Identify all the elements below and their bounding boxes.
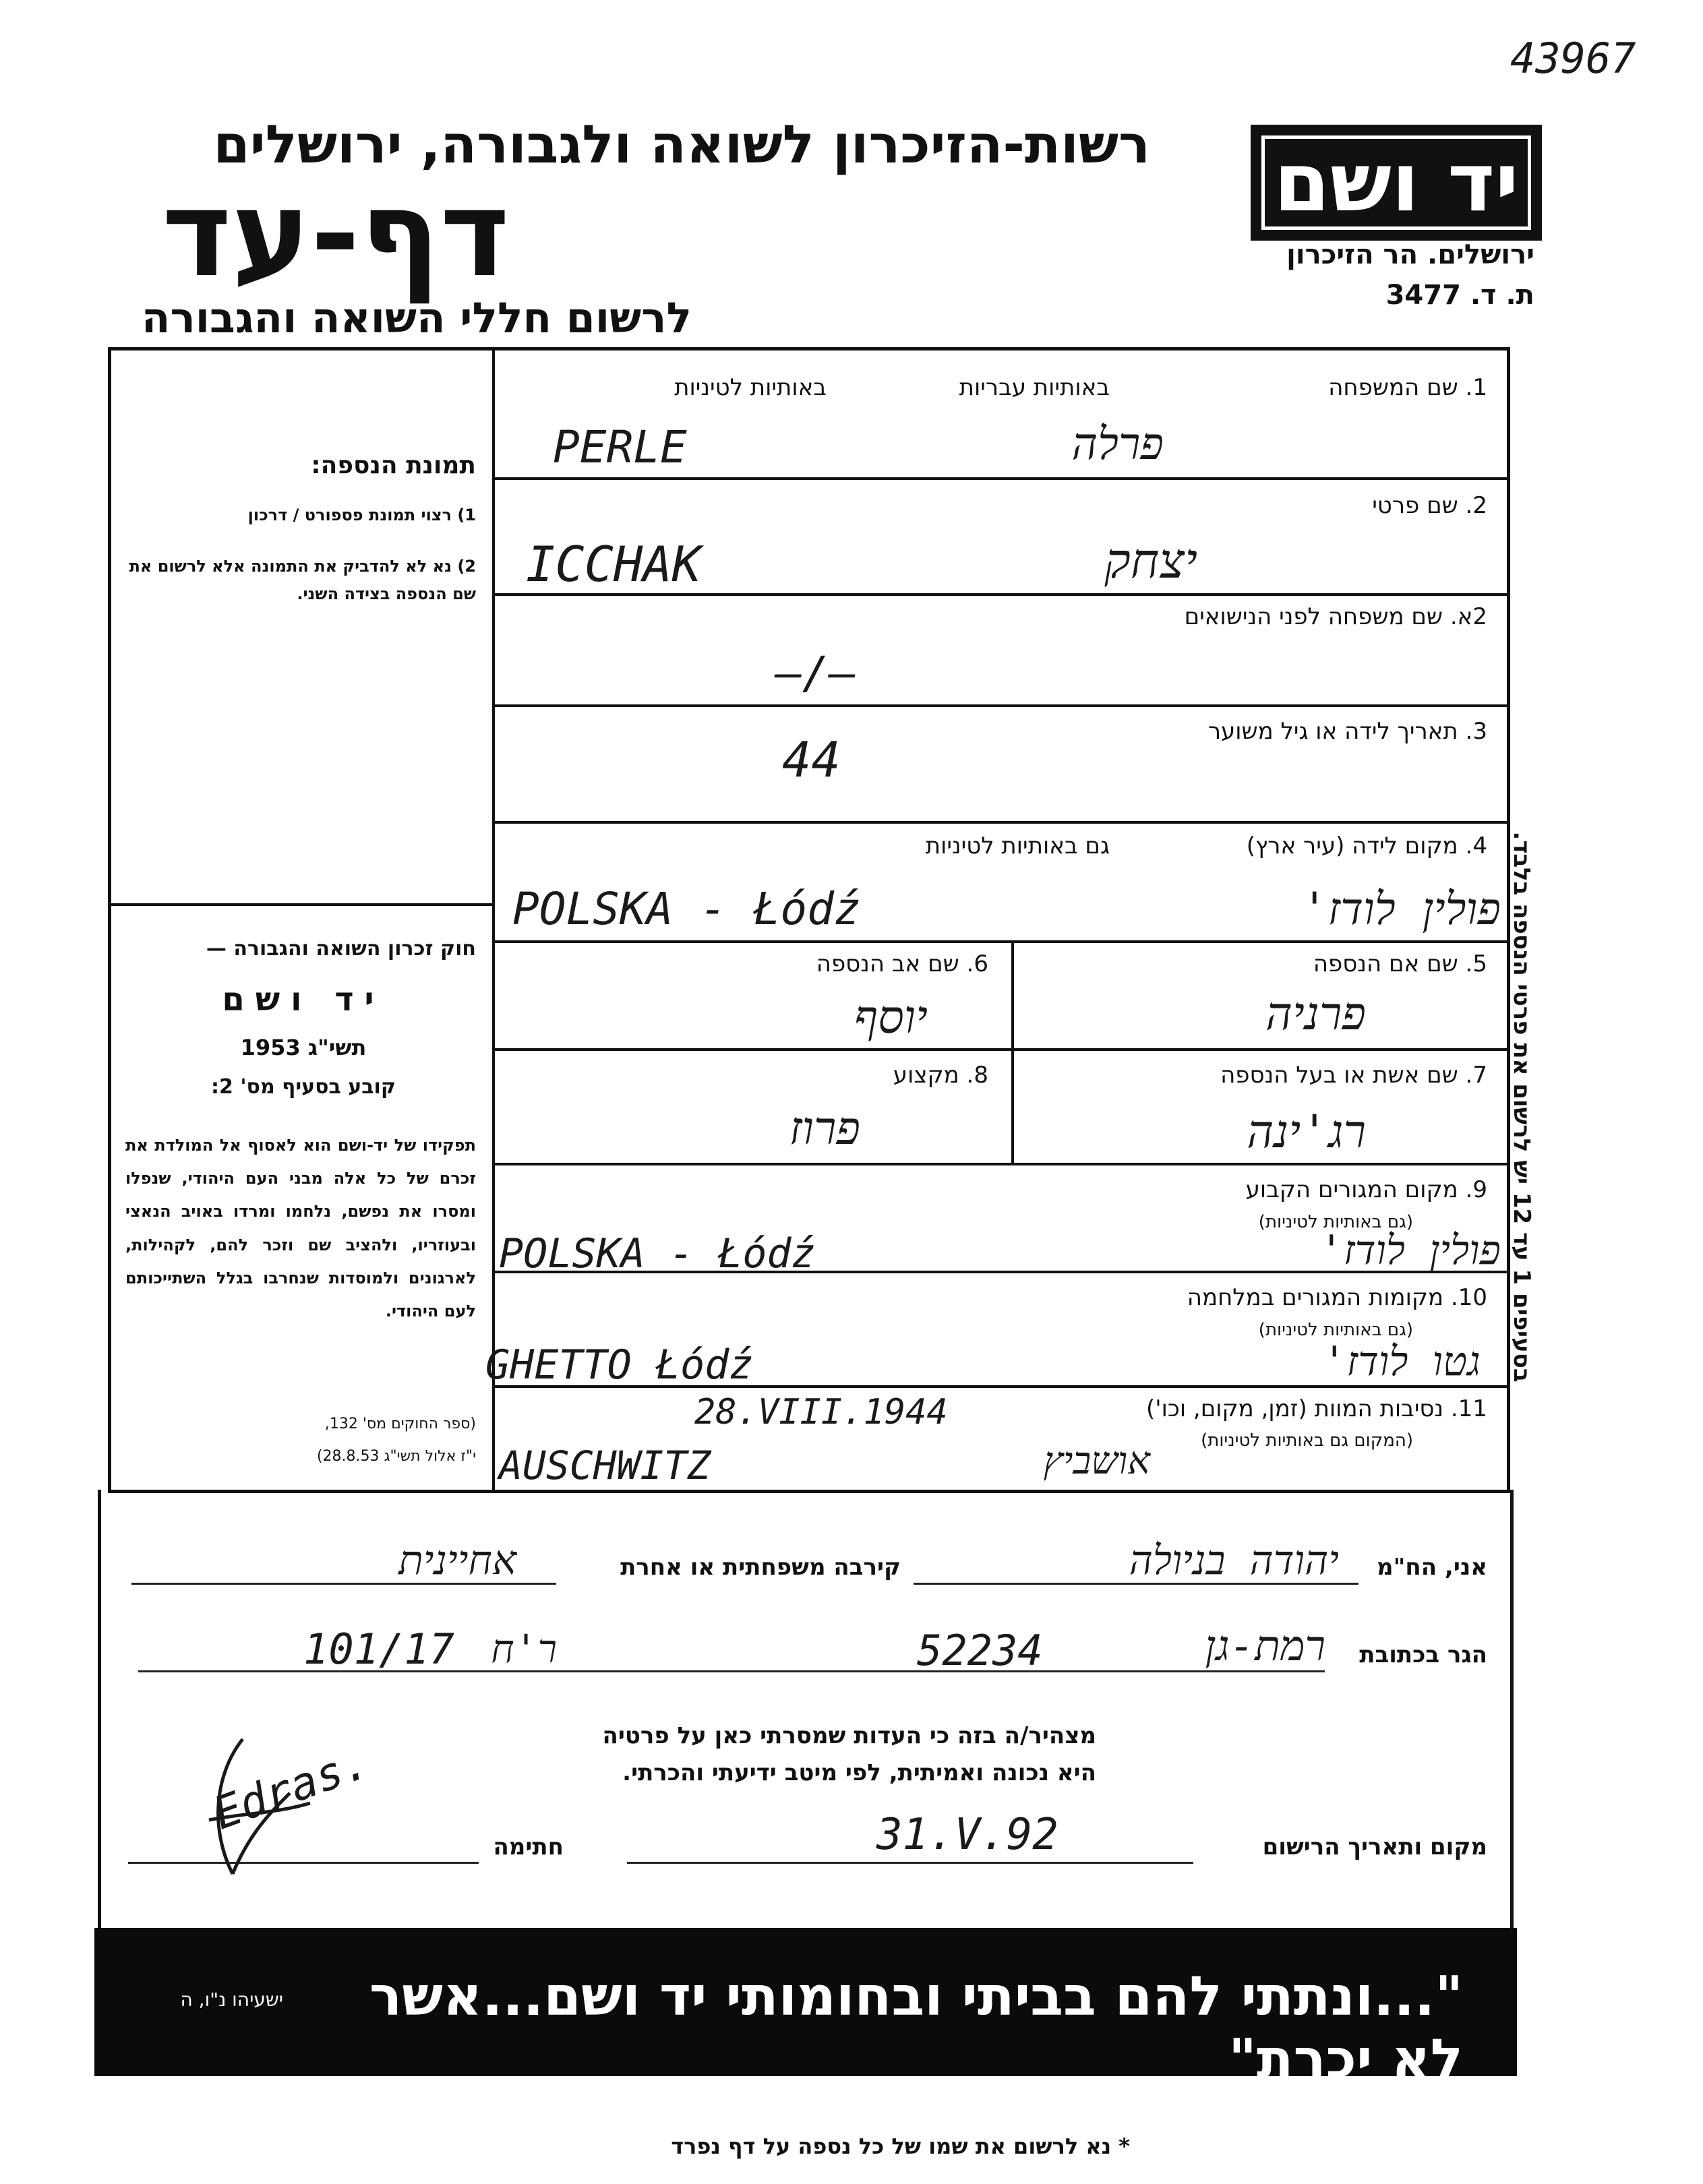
yad-vashem-logo [1251,125,1542,241]
field-5-value[interactable]: פרניה [1265,988,1366,1041]
declarant-name-value[interactable]: יהודה בניולה [1129,1537,1339,1584]
law-clause: קובע בסעיף מס' 2: [211,1075,396,1099]
field-2-label [1150,492,1487,519]
form-title: דף-עד [162,165,510,303]
signature-value[interactable]: Edras. [206,1736,376,1840]
relation-value[interactable]: אחיינית [398,1537,516,1584]
field-4-num: 4. [1465,832,1487,859]
relation-label: קירבה משפחתית או אחרת [620,1554,901,1581]
field-1-num: 1. [1465,374,1487,401]
field-9-sub: (גם באותיות לטיניות) [1258,1212,1413,1232]
field-4-value-latin[interactable]: POLSKA - Łódź [512,883,861,935]
field-2a-text: שם משפחה לפני הנישואים [1184,603,1443,630]
field-1-value-latin[interactable]: PERLE [553,421,687,473]
banner-source: ישעיהו נ"ו, ה [180,1989,283,2011]
row-rule-6 [492,1048,1510,1051]
field-4-sub-latin: גם באותיות לטיניות [925,832,1110,859]
field-5-label [1150,950,1487,977]
field-11-value-latin[interactable]: AUSCHWITZ [499,1443,711,1488]
row-rule-5 [492,940,1510,943]
field-9-value-latin[interactable]: POLSKA - Łódź [499,1230,816,1277]
field-2a-label [880,603,1487,630]
field-9-label [1015,1176,1487,1203]
banner-quote: "...ונתתי להם בביתי ובחומותי יד ושם...אשר לא יכרת" [369,1965,1463,2090]
field-11-value-hebrew[interactable]: אושביץ [1043,1439,1150,1483]
photo-panel-title: תמונת הנספה: [311,452,476,479]
field-10-value-latin[interactable]: GHETTO Łódź [485,1341,754,1389]
field-1-text: שם המשפחה [1328,374,1458,401]
logo-text: יד ושם [1261,135,1531,230]
form-subtitle: לרשום חללי השואה והגבורה [141,293,692,342]
field-3-value[interactable]: 44 [782,731,841,788]
photo-note-2: 2) נא לא להדביק את התמונה אלא לרשום את שם הנספה בצידה השני. [129,557,476,603]
place-date-line [627,1862,1193,1864]
field-6-label [651,950,988,977]
field-7-label [1083,1062,1487,1089]
place-date-label: מקום ותאריך הרישום [1262,1833,1487,1860]
row-rule-4 [492,821,1510,824]
field-2-value-latin[interactable]: ICCHAK [526,536,702,593]
field-1-value-hebrew[interactable]: פרלה [1071,418,1164,470]
field-9-text: מקום המגורים הקבוע [1245,1176,1458,1203]
declaration-line-2: היא נכונה ואמיתית, לפי מיטב ידיעתי והכרתי. [622,1759,1096,1786]
field-10-text: מקומות המגורים במלחמה [1187,1284,1444,1311]
field-6-value[interactable]: יוסף [854,991,928,1044]
field-11-text: נסיבות המוות (זמן, מקום, וכו') [1145,1395,1444,1422]
field-1-label [1150,374,1487,401]
field-5-text: שם אם הנספה [1313,950,1458,977]
footer-note [523,2133,1130,2159]
field-6-num: 6. [966,950,988,977]
reference-number: 43967 [1510,34,1636,83]
field-9-value-hebrew[interactable]: פולין לודז' [1319,1227,1501,1274]
address-zip-value[interactable]: 52234 [917,1626,1043,1675]
address-line-2: ת. ד. 3477 [1385,280,1534,311]
field-4-value-hebrew[interactable]: פולין לודז' [1301,883,1501,935]
row-rule-1 [492,477,1510,480]
footer-asterisk-icon: * [1118,2133,1130,2159]
field-1-sub-hebrew: באותיות עבריות [959,374,1110,401]
declarant-i-label: אני, הח"מ [1377,1554,1487,1581]
law-source-1: (ספר החוקים מס' 132, [324,1416,476,1432]
field-7-value[interactable]: רג'ינה [1247,1105,1366,1159]
row-split-5-6-7-8 [1011,940,1014,1163]
field-11-label [1015,1395,1487,1422]
field-4-text: מקום לידה (עיר ארץ) [1246,832,1458,859]
row-rule-7 [492,1163,1510,1165]
address-house-value[interactable]: 101/17 [303,1625,454,1674]
field-10-label [1015,1284,1487,1311]
field-6-text: שם אב הנספה [816,950,959,977]
address-street-value[interactable]: ר'ח [491,1626,557,1672]
row-rule-2 [492,593,1510,596]
law-heading: חוק זכרון השואה והגבורה — [206,937,476,961]
field-2-text: שם פרטי [1372,492,1458,519]
row-rule-3 [492,704,1510,707]
field-10-num: 10. [1450,1284,1487,1311]
field-8-value[interactable]: פרוז [789,1102,860,1155]
field-3-num: 3. [1465,718,1487,745]
side-note: בסעיפים 1 עד 12 יש לרשום את פרטי הנספה בלבד. [1508,831,1535,1383]
declaration-line-1: מצהיר/ה בזה כי העדות שמסרתי כאן על פרטיה [602,1722,1096,1749]
field-8-text: מקצוע [893,1062,959,1089]
address-city-value[interactable]: רמת-גן [1205,1621,1325,1670]
field-8-num: 8. [966,1062,988,1089]
quote-banner [94,1928,1517,2090]
field-2-value-hebrew[interactable]: יצחק [1104,533,1197,589]
law-year: תשי"ג 1953 [240,1035,367,1060]
field-5-num: 5. [1465,950,1487,977]
field-2a-num: 2א. [1450,603,1487,630]
field-11-value-date[interactable]: 28.VIII.1944 [694,1392,948,1432]
field-2-num: 2. [1465,492,1487,519]
address-line-1: ירושלים. הר הזיכרון [1286,239,1534,270]
place-date-value[interactable]: 31.V.92 [876,1810,1058,1860]
law-source-2: י"ז אלול תשי"ג 28.8.53) [316,1448,476,1465]
law-body: תפקידו של יד-ושם הוא לאסוף אל המולדת את זכרם של כל אלה מבני העם היהודי, שנפלו ומסרו את נפשם, נלחמו ומרדו באויב הנאצי ובעוזריו, ולהציב שם וזכר להם, לקהילות, לארגונים ולמוסדות שנחרבו בגלל השתייכותם לעם היהודי. [125,1136,476,1321]
field-10-sub: (גם באותיות לטיניות) [1258,1320,1413,1340]
field-7-num: 7. [1465,1062,1487,1089]
field-4-label [1083,832,1487,859]
law-name: יד ושם [222,981,385,1019]
field-1-sub-latin: באותיות לטיניות [674,374,827,401]
field-8-label [719,1062,988,1089]
field-3-text: תאריך לידה או גיל משוער [1207,718,1458,745]
footer-note-text: נא לרשום את שמו של כל נספה על דף נפרד [671,2133,1112,2159]
authority-title: רשות-הזיכרון לשואה ולגבורה, ירושלים [213,115,1150,175]
left-panel-divider [492,347,495,1493]
field-2a-value[interactable]: —/— [775,647,856,699]
left-panel-split [108,903,492,906]
field-11-num: 11. [1450,1395,1487,1422]
field-3-label [880,718,1487,745]
field-11-sub: (המקום גם באותיות לטיניות) [1201,1430,1413,1451]
field-9-num: 9. [1465,1176,1487,1203]
field-10-value-hebrew[interactable]: גטו לודז' [1322,1338,1481,1385]
address-label: הגר בכתובת [1359,1641,1487,1668]
signature-label: חתימה [493,1833,564,1860]
photo-note-1: 1) רצוי תמונת פספורט / דרכון [247,506,476,524]
field-7-text: שם אשת או בעל הנספה [1220,1062,1458,1089]
